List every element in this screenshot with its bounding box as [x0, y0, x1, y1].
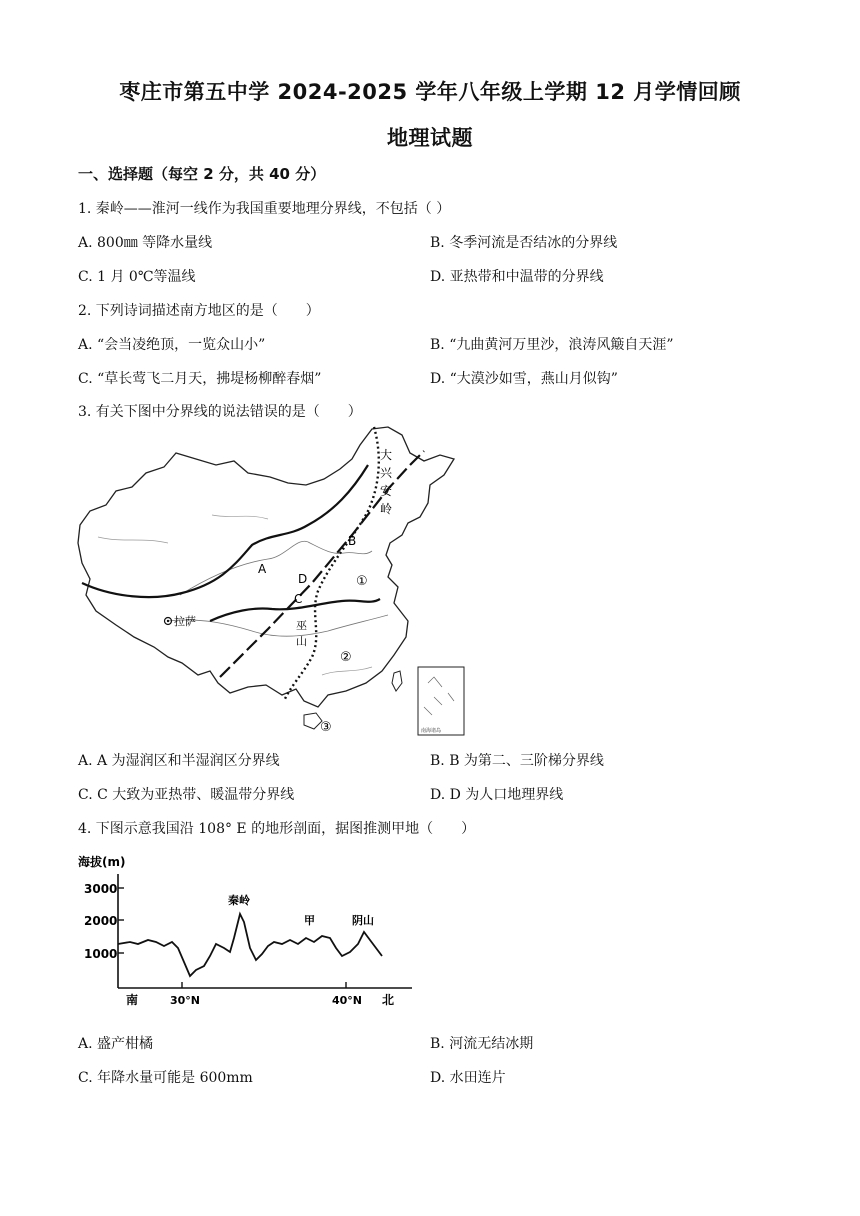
- question-1-option-b: B. 冬季河流是否结冰的分界线: [430, 235, 618, 251]
- question-2-option-c: C. “草长莺飞二月天，拂堤杨柳醉春烟”: [78, 371, 322, 387]
- question-2-option-d: D. “大漠沙如雪，燕山月似钩”: [430, 371, 618, 387]
- question-3-option-c: C. C 大致为亚热带、暖温带分界线: [78, 787, 295, 803]
- profile-y-tick-2000: 2000: [84, 914, 118, 928]
- map-label-region-2: ②: [340, 650, 352, 665]
- china-map-figure: [72, 425, 472, 741]
- question-4-option-b: B. 河流无结冰期: [430, 1036, 534, 1052]
- profile-label-qinling: 秦岭: [228, 894, 250, 907]
- map-label-daxinganling-3: 安: [380, 484, 393, 498]
- exam-title: 枣庄市第五中学 2024-2025 学年八年级上学期 12 月学情回顾: [119, 80, 741, 104]
- map-label-daxinganling-4: 岭: [380, 502, 393, 516]
- south-china-sea-inset: [418, 667, 464, 735]
- section-heading: 一、选择题（每空 2 分，共 40 分）: [78, 165, 326, 183]
- terrain-profile-line: [118, 914, 382, 976]
- question-2-option-b: B. “九曲黄河万里沙，浪涛风簸自天涯”: [430, 337, 674, 353]
- profile-y-tick-1000: 1000: [84, 947, 118, 961]
- profile-y-tick-3000: 3000: [84, 882, 118, 896]
- map-label-region-3: ③: [320, 720, 332, 735]
- map-label-daxinganling-2: 兴: [380, 466, 393, 480]
- river-detail: [98, 515, 372, 675]
- map-label-wushan-1: 巫: [296, 619, 307, 632]
- question-2-stem: 2. 下列诗词描述南方地区的是（ ）: [78, 303, 320, 319]
- profile-x-south: 南: [126, 993, 139, 1007]
- profile-x-tick-40n: 40°N: [332, 994, 363, 1007]
- question-1-option-a: A. 800㎜ 等降水量线: [78, 235, 213, 251]
- line-d: [220, 451, 424, 677]
- profile-y-axis-title: 海拔(m): [78, 855, 126, 869]
- question-3-option-a: A. A 为湿润区和半湿润区分界线: [78, 753, 280, 769]
- question-4-option-a: A. 盛产柑橘: [78, 1036, 154, 1052]
- question-1-option-c: C. 1 月 0℃等温线: [78, 269, 196, 285]
- question-3-option-b: B. B 为第二、三阶梯分界线: [430, 753, 604, 769]
- profile-x-tick-30n: 30°N: [170, 994, 201, 1007]
- profile-label-jia: 甲: [304, 914, 315, 927]
- map-label-line-a: A: [258, 562, 267, 576]
- exam-subtitle: 地理试题: [387, 126, 473, 150]
- map-label-line-b: B: [348, 534, 357, 548]
- question-4-option-d: D. 水田连片: [430, 1070, 506, 1086]
- taiwan-island: [392, 671, 402, 691]
- line-b: [284, 427, 379, 701]
- question-3-stem: 3. 有关下图中分界线的说法错误的是（ ）: [78, 404, 362, 420]
- map-label-region-1: ①: [356, 574, 368, 589]
- question-3-option-d: D. D 为人口地理界线: [430, 787, 564, 803]
- map-label-lhasa: 拉萨: [174, 615, 196, 628]
- profile-label-yinshan: 阴山: [352, 914, 374, 927]
- terrain-profile-figure: [78, 852, 418, 1012]
- question-4-option-c: C. 年降水量可能是 600mm: [78, 1070, 253, 1086]
- profile-x-north: 北: [382, 993, 395, 1007]
- inset-label: 南海诸岛: [421, 728, 442, 734]
- line-a: [82, 465, 368, 597]
- question-1-stem: 1. 秦岭——淮河一线作为我国重要地理分界线，不包括（ ）: [78, 201, 451, 217]
- map-label-line-d: D: [298, 572, 308, 586]
- map-label-line-c: C: [294, 592, 303, 606]
- map-label-daxinganling-1: 大: [380, 448, 393, 462]
- map-label-wushan-2: 山: [296, 635, 307, 648]
- question-1-option-d: D. 亚热带和中温带的分界线: [430, 269, 604, 285]
- question-4-stem: 4. 下图示意我国沿 108° E 的地形剖面，据图推测甲地（ ）: [78, 821, 476, 837]
- question-2-option-a: A. “会当凌绝顶，一览众山小”: [78, 337, 266, 353]
